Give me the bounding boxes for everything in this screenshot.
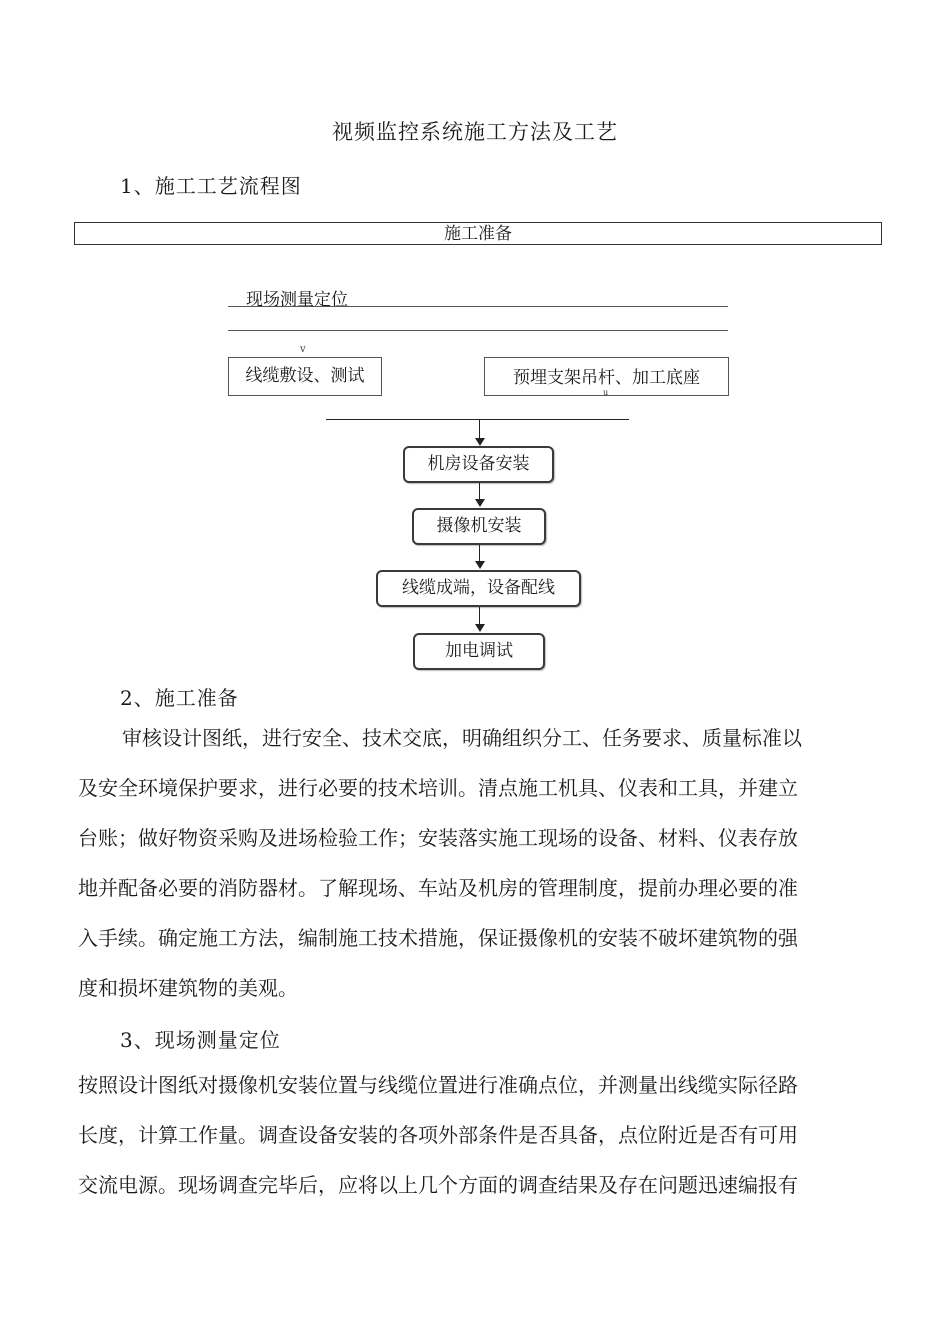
arrow-down-icon	[475, 624, 485, 632]
connector-4	[479, 607, 480, 625]
connector-1	[479, 419, 480, 439]
section-2-heading: 2、施工准备	[120, 686, 239, 710]
branch-mark: v	[300, 344, 306, 355]
paragraph-line: 度和损坏建筑物的美观。	[78, 976, 298, 1000]
arrow-down-icon	[475, 499, 485, 507]
flow-step-machine-room: 机房设备安装	[403, 446, 554, 483]
flow-step-camera-install: 摄像机安装	[412, 508, 546, 545]
paragraph-line: 按照设计图纸对摄像机安装位置与线缆位置进行准确点位，并测量出线缆实际径路	[78, 1073, 798, 1097]
flow-step-cable-termination: 线缆成端，设备配线	[376, 570, 581, 607]
section-1-heading: 1、施工工艺流程图	[120, 174, 302, 198]
flow-step-power-test: 加电调试	[413, 633, 545, 670]
flow-step-preparation: 施工准备	[74, 222, 882, 245]
paragraph-line: 台账；做好物资采购及进场检验工作；安装落实施工现场的设备、材料、仪表存放	[78, 826, 798, 850]
flow-step-cable-laying: 线缆敷设、测试	[228, 357, 382, 396]
paragraph-line: 及安全环境保护要求，进行必要的技术培训。清点施工机具、仪表和工具，并建立	[78, 776, 798, 800]
document-title: 视频监控系统施工方法及工艺	[332, 120, 618, 144]
section-2-body	[78, 713, 880, 1013]
paragraph-line: 审核设计图纸，进行安全、技术交底，明确组织分工、任务要求、质量标准以	[122, 726, 802, 750]
connector-2	[479, 483, 480, 500]
connector-3	[479, 545, 480, 562]
embed-box-mark: u	[603, 388, 609, 397]
section-3-body	[78, 1060, 880, 1210]
paragraph-line: 交流电源。现场调查完毕后，应将以上几个方面的调查结果及存在问题迅速编报有	[78, 1173, 798, 1197]
arrow-down-icon	[475, 438, 485, 446]
flow-step-survey: 现场测量定位	[246, 290, 348, 310]
merge-line	[326, 419, 629, 420]
section-3-heading: 3、现场测量定位	[120, 1028, 281, 1052]
paragraph-line: 长度，计算工作量。调查设备安装的各项外部条件是否具备，点位附近是否有可用	[78, 1123, 798, 1147]
paragraph-line: 地并配备必要的消防器材。了解现场、车站及机房的管理制度，提前办理必要的准	[78, 876, 798, 900]
survey-underline-bottom	[228, 330, 728, 331]
flow-step-embed-brackets: 预埋支架吊杆、加工底座	[484, 357, 729, 396]
paragraph-line: 入手续。确定施工方法，编制施工技术措施，保证摄像机的安装不破坏建筑物的强	[78, 926, 798, 950]
survey-underline-top	[228, 306, 728, 307]
arrow-down-icon	[475, 561, 485, 569]
